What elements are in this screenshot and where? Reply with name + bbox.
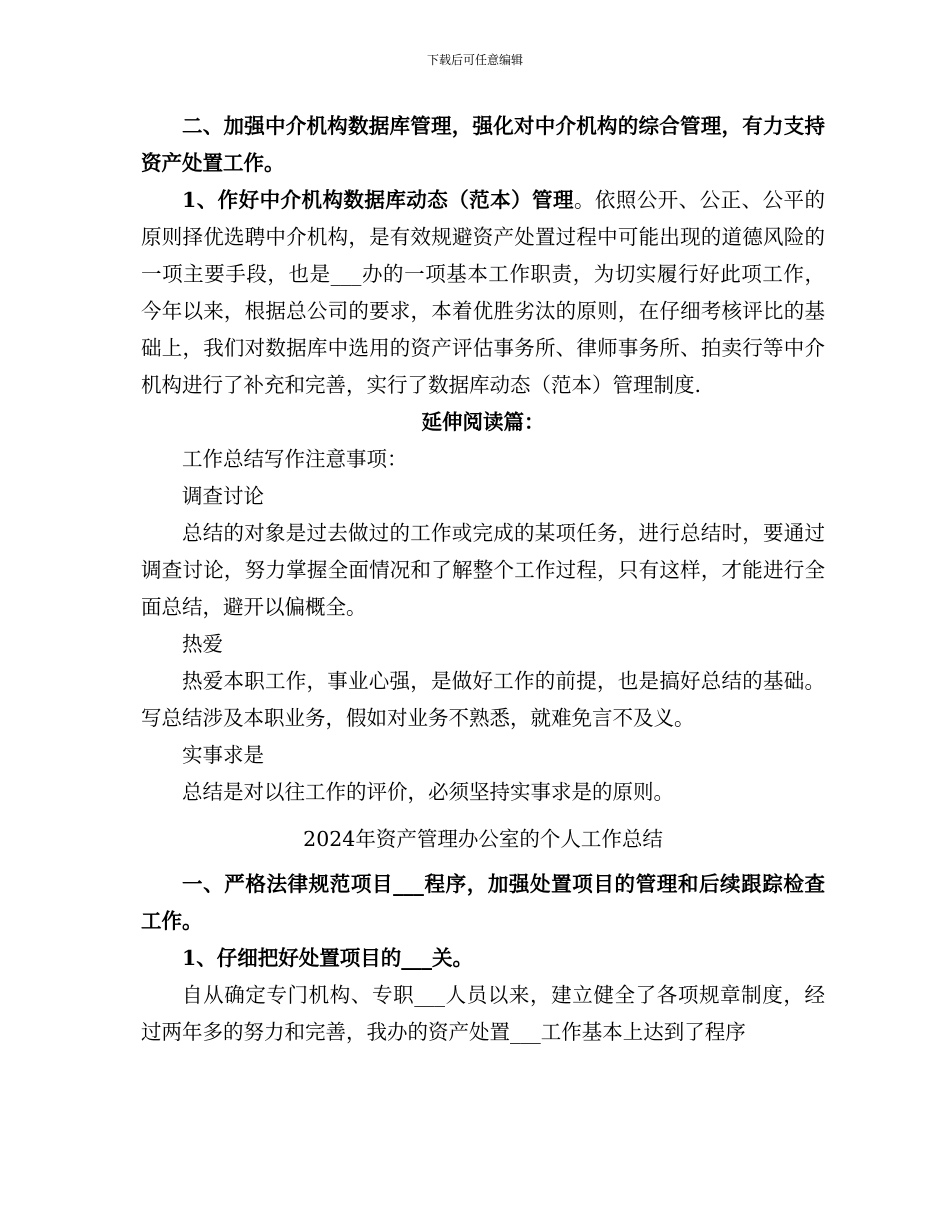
subsection-heading-1: 1、仔细把好处置项目的___关。 (182, 946, 474, 970)
page-header: 下载后可任意编辑 (426, 53, 523, 67)
paragraph-lead: 1、作好中介机构数据库动态（范本）管理 (182, 188, 574, 212)
paragraph-body: 。依照公开、公正、公平的原则择优选聘中介机构，是有效规避资产处置过程中可能出现的道德风险的一项主要手段，也是___办的一项基本工作职责，为切实履行好此项工作，今年以来，根据总公司的要求，本着优胜劣汰的原则，在仔细考核评比的基础上，我们对数据库中选用的资产评估事务所、律师事务所、拍卖行等中介机构进行了补充和完善，实行了数据库动态（范本）管理制度. (141, 188, 826, 397)
subheading-research: 调查讨论 (182, 484, 264, 508)
section-heading-2: 二、加强中介机构数据库管理，强化对中介机构的综合管理，有力支持资产处置工作。 (141, 114, 825, 175)
paragraph-truth: 总结是对以往工作的评价，必须坚持实事求是的原则。 (182, 780, 674, 804)
paragraph-database-management (141, 182, 825, 404)
document-title: 2024年资产管理办公室的个人工作总结 (303, 827, 663, 851)
subheading-truth: 实事求是 (182, 743, 264, 767)
paragraph-research: 总结的对象是过去做过的工作或完成的某项任务，进行总结时，要通过调查讨论，努力掌握全面情况和了解整个工作过程，只有这样，才能进行全面总结，避开以偏概全。 (141, 521, 825, 619)
paragraph-passion: 热爱本职工作，事业心强，是做好工作的前提，也是搞好总结的基础。写总结涉及本职业务，假如对业务不熟悉，就难免言不及义。 (141, 669, 825, 730)
extended-reading-title: 延伸阅读篇： (421, 410, 545, 434)
section-heading-1: 一、严格法律规范项目___程序，加强处置项目的管理和后续跟踪检查工作。 (141, 872, 825, 933)
paragraph-procedure: 自从确定专门机构、专职___人员以来，建立健全了各项规章制度，经过两年多的努力和完善，我办的资产处置___工作基本上达到了程序 (141, 983, 825, 1044)
notes-heading: 工作总结写作注意事项： (182, 447, 408, 471)
subheading-passion: 热爱 (182, 632, 223, 656)
document-body (141, 108, 825, 1051)
